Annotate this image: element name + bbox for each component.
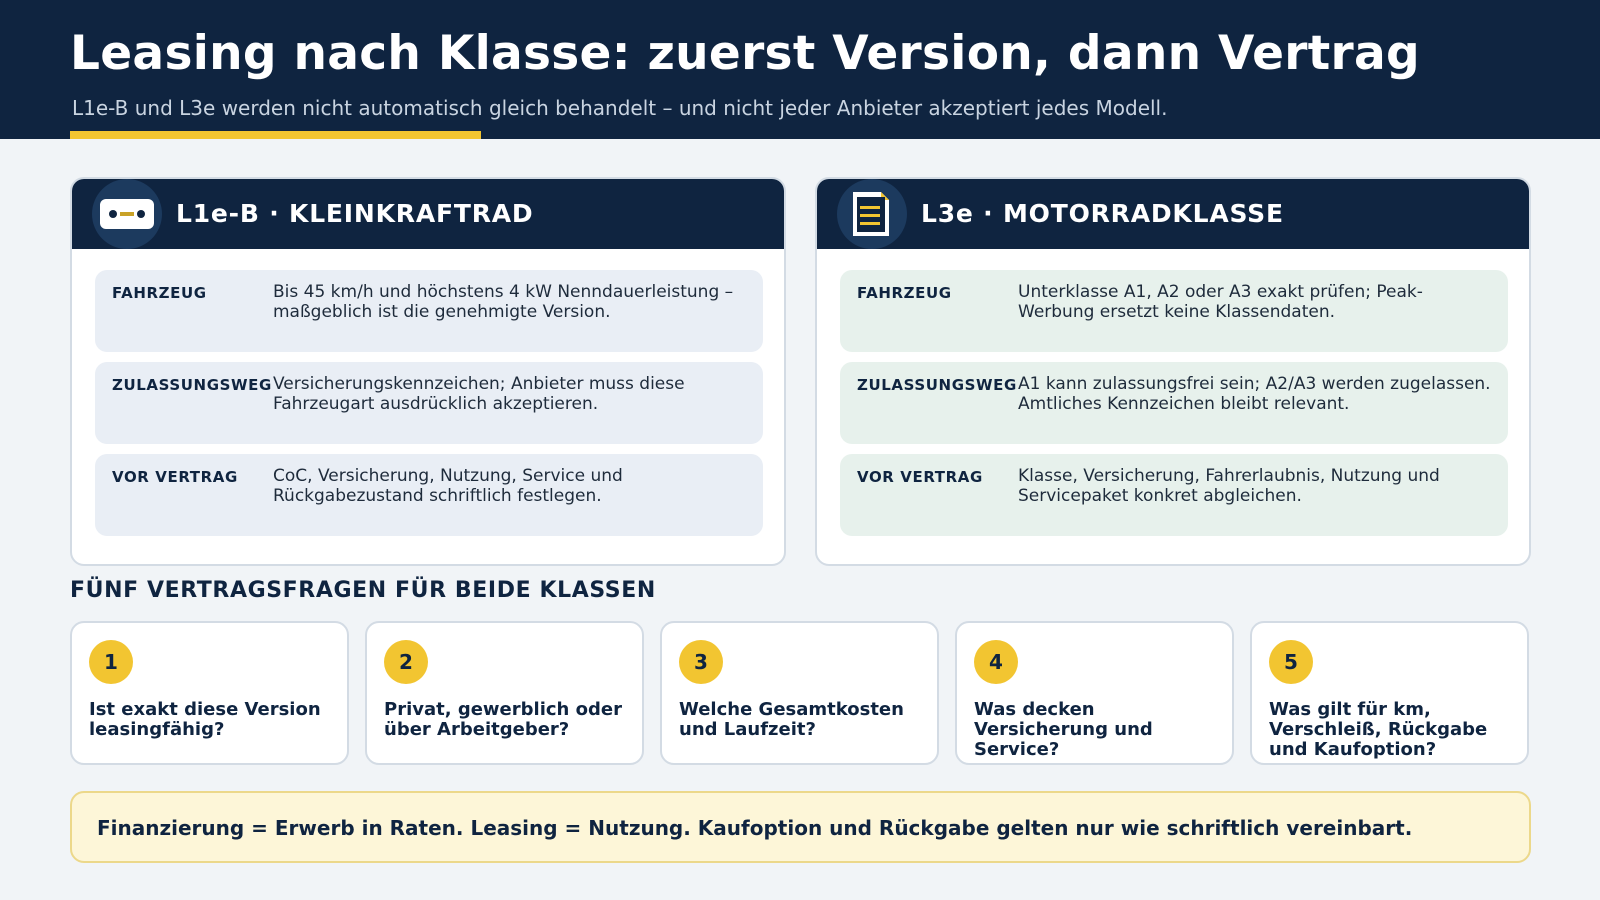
question-card: [660, 621, 939, 765]
info-row-zulassungsweg: [840, 362, 1508, 444]
question-card: [365, 621, 644, 765]
info-row-vor-vertrag: [95, 454, 763, 536]
summary-note-text: Finanzierung = Erwerb in Raten. Leasing = Nutzung. Kaufoption und Rückgabe gelten nur wie schriftlich vereinbart.: [97, 816, 1413, 840]
question-number-badge: 4: [974, 640, 1018, 684]
row-label: VOR VERTRAG: [857, 468, 983, 486]
panel-header: [72, 179, 784, 249]
row-label: ZULASSUNGSWEG: [857, 376, 1017, 394]
question-text: Was gilt für km, Verschleiß, Rückgabe und Kaufoption?: [1269, 699, 1488, 760]
row-text: Klasse, Versicherung, Fahrerlaubnis, Nutzung und Servicepaket konkret abgleichen.: [1018, 466, 1440, 506]
question-text: Welche Gesamtkosten und Laufzeit?: [679, 699, 904, 740]
question-text: Privat, gewerblich oder über Arbeitgeber?: [384, 699, 622, 740]
license-plate-icon: [92, 179, 162, 249]
panel-title: L3e · MOTORRADKLASSE: [921, 199, 1284, 228]
info-row-zulassungsweg: [95, 362, 763, 444]
question-card: [955, 621, 1234, 765]
title-accent-bar: [70, 131, 481, 139]
question-number-badge: 1: [89, 640, 133, 684]
row-label: FAHRZEUG: [857, 284, 952, 302]
panel-header: [817, 179, 1529, 249]
row-label: VOR VERTRAG: [112, 468, 238, 486]
row-text: Unterklasse A1, A2 oder A3 exakt prüfen; Peak-Werbung ersetzt keine Klassendaten.: [1018, 282, 1423, 322]
page-subtitle: L1e-B und L3e werden nicht automatisch gleich behandelt – und nicht jeder Anbieter akzeptiert jedes Modell.: [72, 96, 1168, 120]
row-text: A1 kann zulassungsfrei sein; A2/A3 werden zugelassen. Amtliches Kennzeichen bleibt relevant.: [1018, 374, 1491, 414]
question-number-badge: 2: [384, 640, 428, 684]
panel-title: L1e-B · KLEINKRAFTRAD: [176, 199, 534, 228]
row-text: Versicherungskennzeichen; Anbieter muss diese Fahrzeugart ausdrücklich akzeptieren.: [273, 374, 685, 414]
info-row-fahrzeug: [95, 270, 763, 352]
row-text: Bis 45 km/h und höchstens 4 kW Nenndauerleistung – maßgeblich ist die genehmigte Version.: [273, 282, 734, 322]
info-row-vor-vertrag: [840, 454, 1508, 536]
header-banner: [0, 0, 1600, 139]
question-number-badge: 5: [1269, 640, 1313, 684]
summary-note: [70, 791, 1531, 863]
row-label: FAHRZEUG: [112, 284, 207, 302]
info-row-fahrzeug: [840, 270, 1508, 352]
question-card: [1250, 621, 1529, 765]
question-card: [70, 621, 349, 765]
question-number-badge: 3: [679, 640, 723, 684]
question-text: Ist exakt diese Version leasingfähig?: [89, 699, 321, 740]
panel-l3e: [815, 177, 1531, 566]
document-icon: [837, 179, 907, 249]
page-title: Leasing nach Klasse: zuerst Version, dann Vertrag: [70, 26, 1420, 81]
row-text: CoC, Versicherung, Nutzung, Service und Rückgabezustand schriftlich festlegen.: [273, 466, 623, 506]
row-label: ZULASSUNGSWEG: [112, 376, 272, 394]
question-text: Was decken Versicherung und Service?: [974, 699, 1153, 760]
questions-heading: FÜNF VERTRAGSFRAGEN FÜR BEIDE KLASSEN: [70, 578, 656, 603]
panel-l1e-b: [70, 177, 786, 566]
